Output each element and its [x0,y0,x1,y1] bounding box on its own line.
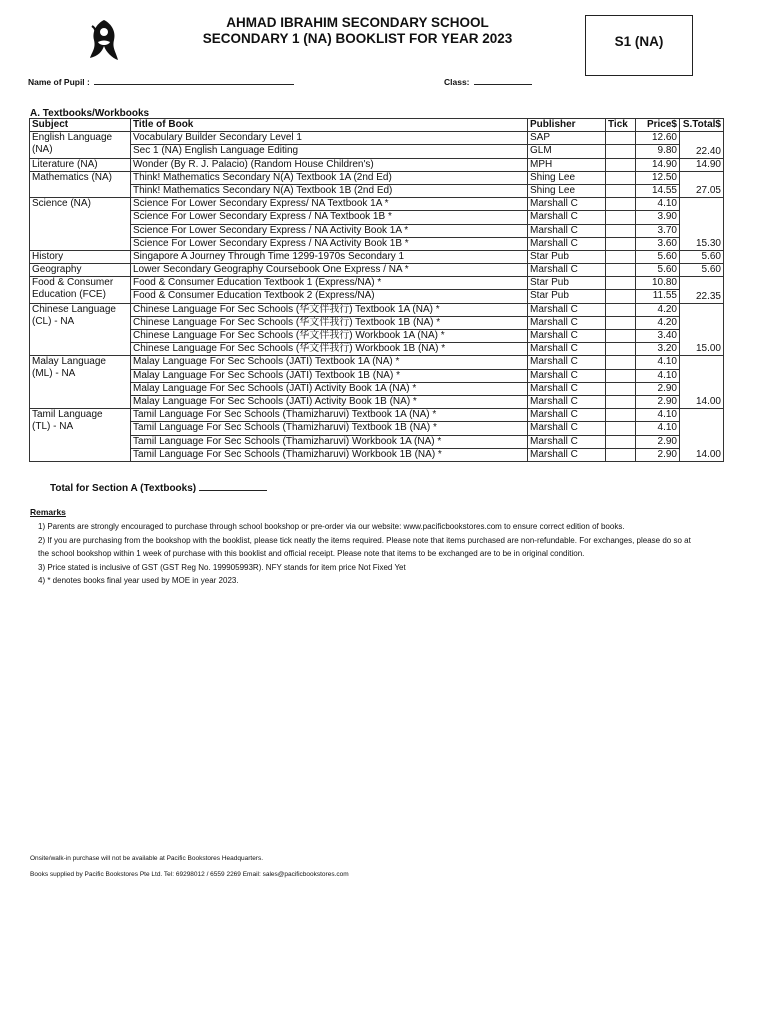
subtotal: 22.35 [680,277,724,303]
subtotal: 14.90 [680,158,724,171]
tick-cell[interactable] [606,277,636,290]
subtotal: 14.00 [680,409,724,462]
book-title: Science For Lower Secondary Express / NA Activity Book 1A * [131,224,528,237]
book-title: Singapore A Journey Through Time 1299-1970s Secondary 1 [131,250,528,263]
subject-cell [30,303,131,356]
total-line[interactable] [199,481,267,491]
school-name: AHMAD IBRAHIM SECONDARY SCHOOL [226,15,489,30]
price: 9.80 [636,145,680,158]
table-row [30,330,724,343]
price: 2.90 [636,448,680,461]
book-title: Chinese Language For Sec Schools (华文伴我行) Workbook 1A (NA) * [131,330,528,343]
tick-cell[interactable] [606,250,636,263]
publisher: Shing Lee [528,171,606,184]
tick-cell[interactable] [606,330,636,343]
subject-label: Geography [32,264,82,276]
publisher: Marshall C [528,330,606,343]
price: 5.60 [636,264,680,277]
table-row [30,264,724,277]
table-row [30,448,724,461]
subject-label: Literature (NA) [32,158,98,170]
subject-label: Science (NA) [32,198,91,210]
subtotal: 15.00 [680,303,724,356]
price: 5.60 [636,250,680,263]
tick-cell[interactable] [606,435,636,448]
subject-cell [30,356,131,409]
remark-item: 3) Price stated is inclusive of GST (GST Reg No. 199905993R). NFY stands for item price Not Fixed Yet [38,562,406,572]
subtotal: 22.40 [680,132,724,158]
class-line[interactable] [474,76,532,85]
book-title: Tamil Language For Sec Schools (Thamizharuvi) Workbook 1B (NA) * [131,448,528,461]
table-row [30,435,724,448]
book-title: Wonder (By R. J. Palacio) (Random House Children's) [131,158,528,171]
price: 10.80 [636,277,680,290]
book-title: Chinese Language For Sec Schools (华文伴我行) Textbook 1B (NA) * [131,316,528,329]
publisher: Star Pub [528,277,606,290]
table-row [30,277,724,290]
subject-label: Food & Consumer [32,277,114,289]
book-title: Food & Consumer Education Textbook 2 (Express/NA) [131,290,528,303]
price: 2.90 [636,435,680,448]
subject-label: (ML) - NA [32,368,76,380]
tick-cell[interactable] [606,382,636,395]
class-code-box [585,15,693,76]
tick-cell[interactable] [606,448,636,461]
footer-supplier-note: Books supplied by Pacific Bookstores Pte Ltd. Tel: 69298012 / 6559 2269 Email: sales@pacificbookstores.com [30,871,349,878]
book-title: Tamil Language For Sec Schools (Thamizharuvi) Textbook 1B (NA) * [131,422,528,435]
tick-cell[interactable] [606,145,636,158]
subject-label: Mathematics (NA) [32,171,113,183]
price: 4.10 [636,356,680,369]
book-title: Chinese Language For Sec Schools (华文伴我行) Textbook 1A (NA) * [131,303,528,316]
table-row [30,382,724,395]
total-label: Total for Section A (Textbooks) [50,483,197,494]
subject-cell [30,198,131,251]
price: 4.10 [636,422,680,435]
subject-cell [30,277,131,303]
table-row [30,290,724,303]
table-row [30,356,724,369]
publisher: Marshall C [528,343,606,356]
book-title: Malay Language For Sec Schools (JATI) Textbook 1A (NA) * [131,356,528,369]
book-title: Malay Language For Sec Schools (JATI) Activity Book 1A (NA) * [131,382,528,395]
book-title: Vocabulary Builder Secondary Level 1 [131,132,528,145]
price: 3.20 [636,343,680,356]
subject-cell [30,158,131,171]
tick-cell[interactable] [606,171,636,184]
table-row [30,369,724,382]
tick-cell[interactable] [606,198,636,211]
publisher: Marshall C [528,198,606,211]
publisher: Marshall C [528,237,606,250]
pupil-name-field[interactable] [28,76,294,87]
subtotal: 27.05 [680,171,724,197]
tick-cell[interactable] [606,369,636,382]
tick-cell[interactable] [606,316,636,329]
table-row [30,184,724,197]
tick-cell[interactable] [606,409,636,422]
table-row [30,171,724,184]
table-row [30,316,724,329]
table-row [30,198,724,211]
table-row [30,422,724,435]
footer-onsite-note: Onsite/walk-in purchase will not be available at Pacific Bookstores Headquarters. [30,855,264,862]
table-row [30,132,724,145]
tick-cell[interactable] [606,343,636,356]
class-code: S1 (NA) [614,34,664,49]
subject-cell [30,264,131,277]
price: 3.40 [636,330,680,343]
price: 14.55 [636,184,680,197]
publisher: Marshall C [528,369,606,382]
price: 11.55 [636,290,680,303]
subject-cell [30,409,131,462]
price: 3.90 [636,211,680,224]
pupil-name-label: Name of Pupil : [28,77,90,87]
table-row [30,395,724,408]
section-a-total [50,481,267,494]
class-label: Class: [444,77,470,87]
subject-label: Chinese Language [32,303,116,315]
tick-cell[interactable] [606,303,636,316]
subject-cell [30,171,131,197]
subject-cell [30,132,131,158]
publisher: Marshall C [528,264,606,277]
document-title [180,15,535,47]
book-title: Malay Language For Sec Schools (JATI) Activity Book 1B (NA) * [131,395,528,408]
price: 2.90 [636,382,680,395]
publisher: Marshall C [528,356,606,369]
book-title: Think! Mathematics Secondary N(A) Textbook 1A (2nd Ed) [131,171,528,184]
pupil-name-line[interactable] [94,76,294,85]
publisher: Shing Lee [528,184,606,197]
tick-cell[interactable] [606,158,636,171]
col-price: Price$ [636,119,680,132]
tick-cell[interactable] [606,237,636,250]
book-title: Malay Language For Sec Schools (JATI) Textbook 1B (NA) * [131,369,528,382]
publisher: GLM [528,145,606,158]
table-row [30,158,724,171]
subtotal: 14.00 [680,356,724,409]
publisher: Marshall C [528,316,606,329]
subject-cell [30,250,131,263]
book-title: Chinese Language For Sec Schools (华文伴我行) Workbook 1B (NA) * [131,343,528,356]
tick-cell[interactable] [606,211,636,224]
col-title: Title of Book [131,119,528,132]
publisher: Star Pub [528,250,606,263]
tick-cell[interactable] [606,184,636,197]
book-title: Lower Secondary Geography Coursebook One Express / NA * [131,264,528,277]
price: 2.90 [636,395,680,408]
book-title: Science For Lower Secondary Express / NA Textbook 1B * [131,211,528,224]
price: 3.60 [636,237,680,250]
tick-cell[interactable] [606,224,636,237]
booklist-subtitle: SECONDARY 1 (NA) BOOKLIST FOR YEAR 2023 [202,31,513,46]
subject-label: Malay Language [32,356,106,368]
publisher: Marshall C [528,448,606,461]
publisher: Marshall C [528,422,606,435]
subtotal: 5.60 [680,250,724,263]
publisher: Marshall C [528,224,606,237]
price: 14.90 [636,158,680,171]
price: 4.10 [636,369,680,382]
remark-item: 1) Parents are strongly encouraged to purchase through school bookshop or pre-order via our website: www.pacificbookstores.com to ensure correct edition of books. [38,522,625,531]
publisher: Marshall C [528,303,606,316]
remarks-list [38,520,698,588]
table-row [30,224,724,237]
book-title: Science For Lower Secondary Express / NA Activity Book 1B * [131,237,528,250]
school-crest-logo [86,18,122,62]
publisher: Marshall C [528,395,606,408]
tick-cell[interactable] [606,132,636,145]
publisher: Marshall C [528,382,606,395]
publisher: Marshall C [528,435,606,448]
publisher: MPH [528,158,606,171]
book-title: Tamil Language For Sec Schools (Thamizharuvi) Workbook 1A (NA) * [131,435,528,448]
tick-cell[interactable] [606,264,636,277]
col-tick: Tick [606,119,636,132]
table-header-row [30,119,724,132]
tick-cell[interactable] [606,356,636,369]
publisher: SAP [528,132,606,145]
subtotal: 5.60 [680,264,724,277]
table-row [30,145,724,158]
price: 4.10 [636,409,680,422]
publisher: Star Pub [528,290,606,303]
price: 4.10 [636,198,680,211]
tick-cell[interactable] [606,422,636,435]
book-title: Think! Mathematics Secondary N(A) Textbook 1B (2nd Ed) [131,184,528,197]
subject-label: Education (FCE) [32,289,106,301]
price: 3.70 [636,224,680,237]
col-subtotal: S.Total$ [680,119,724,132]
price: 4.20 [636,303,680,316]
table-row [30,211,724,224]
table-row [30,409,724,422]
class-field[interactable] [444,76,532,87]
textbook-table [29,118,724,462]
table-row [30,250,724,263]
price: 12.60 [636,132,680,145]
book-title: Science For Lower Secondary Express/ NA Textbook 1A * [131,198,528,211]
subject-label: History [32,250,64,262]
subject-label: (TL) - NA [32,421,74,433]
table-row [30,237,724,250]
price: 12.50 [636,171,680,184]
book-title: Tamil Language For Sec Schools (Thamizharuvi) Textbook 1A (NA) * [131,409,528,422]
remark-item: 2) If you are purchasing from the bookshop with the booklist, please tick neatly the items required. Please note that items purchased are non-refundable. For exchanges, please do so at the school bookshop within 1 week of purchase with this booklist and official receipt. Please note that items to be exchanged are to be in original condition. [38,535,691,558]
tick-cell[interactable] [606,395,636,408]
subject-label: (NA) [32,144,53,156]
col-publisher: Publisher [528,119,606,132]
remark-item: 4) * denotes books final year used by MOE in year 2023. [38,576,239,585]
tick-cell[interactable] [606,290,636,303]
publisher: Marshall C [528,211,606,224]
subject-label: (CL) - NA [32,315,75,327]
book-title: Food & Consumer Education Textbook 1 (Express/NA) * [131,277,528,290]
section-a-title: A. Textbooks/Workbooks [30,108,150,119]
price: 4.20 [636,316,680,329]
col-subject: Subject [30,119,131,132]
table-row [30,343,724,356]
subtotal: 15.30 [680,198,724,251]
table-row [30,303,724,316]
subject-label: English Language [32,132,113,144]
remarks-heading: Remarks [30,507,66,517]
publisher: Marshall C [528,409,606,422]
subject-label: Tamil Language [32,409,103,421]
book-title: Sec 1 (NA) English Language Editing [131,145,528,158]
